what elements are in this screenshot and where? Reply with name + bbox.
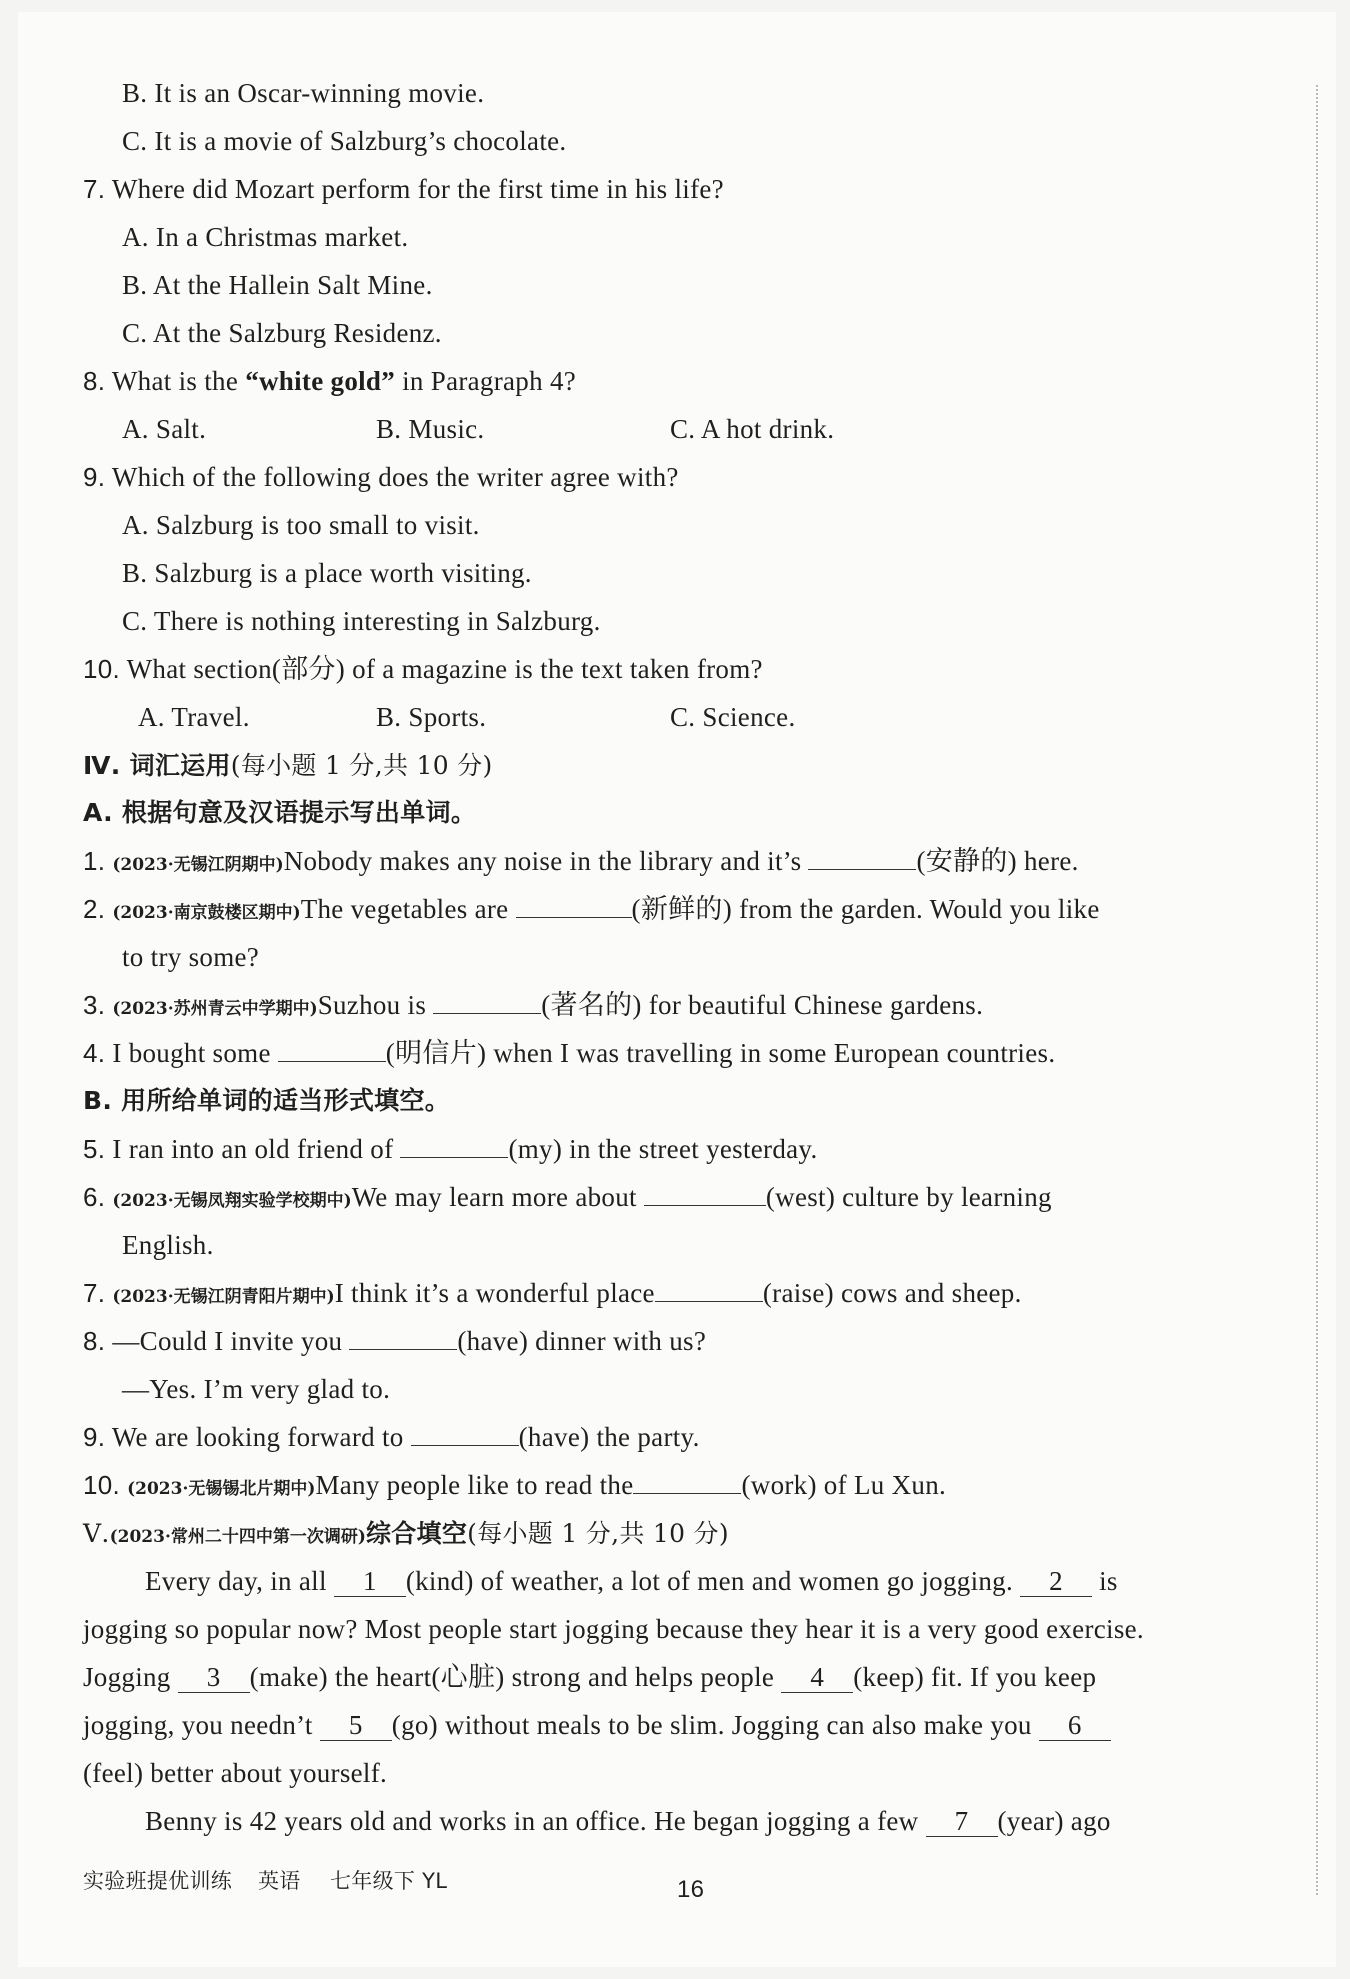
item-text: Many people like to read the xyxy=(315,1470,634,1500)
item-text: (work) of Lu Xun. xyxy=(741,1470,947,1500)
answer-blank[interactable] xyxy=(278,1035,386,1062)
q7-option-a: A. In a Christmas market. xyxy=(122,222,409,252)
q8-option-b: B. Music. xyxy=(376,414,485,444)
item-text: (have) the party. xyxy=(518,1422,700,1452)
item-number: 8. xyxy=(83,1326,106,1356)
question-8 xyxy=(83,363,576,399)
question-text: in Paragraph 4? xyxy=(395,366,577,396)
vocab-item-6-cont: English. xyxy=(122,1230,214,1260)
answer-blank[interactable] xyxy=(516,891,632,918)
answer-blank[interactable] xyxy=(644,1179,766,1206)
passage-line xyxy=(145,1803,1111,1839)
answer-blank[interactable] xyxy=(633,1467,741,1494)
q9-option-b: B. Salzburg is a place worth visiting. xyxy=(122,558,532,588)
vocab-item-8 xyxy=(83,1323,706,1359)
item-number: 10. xyxy=(83,1470,121,1500)
vocab-item-8-cont: —Yes. I’m very glad to. xyxy=(122,1374,391,1404)
item-text: (新鲜的) from the garden. Would you like xyxy=(631,894,1100,924)
question-text: What is the xyxy=(111,366,246,396)
item-text: We may learn more about xyxy=(351,1182,644,1212)
passage-text: Every day, in all xyxy=(145,1566,334,1596)
q10-option-a: A. Travel. xyxy=(138,702,250,732)
source-tag: (2023·南京鼓楼区期中) xyxy=(112,903,301,923)
passage-text: (year) ago xyxy=(997,1806,1111,1836)
q8-option-a: A. Salt. xyxy=(122,414,207,444)
item-text: (安静的) here. xyxy=(916,846,1079,876)
passage-text: Benny is 42 years old and works in an office. He began jogging a few xyxy=(145,1806,926,1836)
answer-blank[interactable] xyxy=(433,987,541,1014)
item-number: 6. xyxy=(83,1182,106,1212)
question-number: 7. xyxy=(83,174,106,204)
q8-option-c: C. A hot drink. xyxy=(670,414,835,444)
item-number: 1. xyxy=(83,846,106,876)
vocab-item-5 xyxy=(83,1131,818,1167)
vocab-item-6 xyxy=(83,1179,1052,1219)
question-7 xyxy=(83,171,724,207)
passage-text: Jogging xyxy=(83,1662,178,1692)
section-title: 综合填空 xyxy=(365,1519,468,1548)
passage-text: (keep) fit. If you keep xyxy=(853,1662,1097,1692)
answer-blank[interactable]: 3 xyxy=(178,1662,250,1693)
footer-subject: 英语 xyxy=(258,1869,301,1893)
item-number: 2. xyxy=(83,894,106,924)
item-number: 3. xyxy=(83,990,106,1020)
question-text: Where did Mozart perform for the first time in his life? xyxy=(111,174,724,204)
answer-blank[interactable] xyxy=(349,1323,457,1350)
item-text: (明信片) when I was travelling in some European countries. xyxy=(385,1038,1056,1068)
q10-option-c: C. Science. xyxy=(670,702,796,732)
passage-text: (go) without meals to be slim. Jogging can also make you xyxy=(391,1710,1039,1740)
item-text: Suzhou is xyxy=(317,990,434,1020)
question-10 xyxy=(83,651,763,687)
passage-text: (make) the heart(心脏) strong and helps people xyxy=(249,1662,782,1692)
answer-blank[interactable] xyxy=(411,1419,519,1446)
vocab-item-4 xyxy=(83,1035,1055,1071)
vocab-item-10 xyxy=(83,1467,946,1507)
passage-text: jogging, you needn’t xyxy=(83,1710,320,1740)
passage-line: jogging so popular now? Most people start jogging because they hear it is a very good exercise. xyxy=(83,1614,1144,1644)
part-a-instruction: A. 根据句意及汉语提示写出单词。 xyxy=(83,798,477,827)
source-tag: (2023·常州二十四中第一次调研) xyxy=(109,1527,366,1547)
footer-book-title: 实验班提优训练 xyxy=(83,1869,233,1893)
source-tag: (2023·无锡凤翔实验学校期中) xyxy=(112,1191,352,1211)
q9-option-a: A. Salzburg is too small to visit. xyxy=(122,510,480,540)
section-note: (每小题 1 分,共 10 分) xyxy=(467,1519,729,1548)
footer-grade: 七年级下 YL xyxy=(330,1869,448,1893)
q6-option-b: B. It is an Oscar-winning movie. xyxy=(122,78,485,108)
item-number: 5. xyxy=(83,1134,106,1164)
passage-line: (feel) better about yourself. xyxy=(83,1758,388,1788)
item-text: (my) in the street yesterday. xyxy=(508,1134,818,1164)
question-number: 8. xyxy=(83,366,106,396)
item-text: Nobody makes any noise in the library and it’s xyxy=(283,846,809,876)
item-number: 4. xyxy=(83,1038,106,1068)
vocab-item-1 xyxy=(83,843,1079,883)
item-text: I bought some xyxy=(112,1038,278,1068)
answer-blank[interactable]: 4 xyxy=(781,1662,853,1693)
source-tag: (2023·无锡江阴期中) xyxy=(112,855,284,875)
item-number: 7. xyxy=(83,1278,106,1308)
q6-option-c: C. It is a movie of Salzburg’s chocolate. xyxy=(122,126,567,156)
section-number: Ⅴ. xyxy=(83,1519,110,1548)
item-text: I think it’s a wonderful place xyxy=(334,1278,655,1308)
passage-text: (kind) of weather, a lot of men and women go jogging. xyxy=(405,1566,1021,1596)
vocab-item-3 xyxy=(83,987,983,1027)
question-text-bold: “white gold” xyxy=(245,366,396,396)
passage-line xyxy=(145,1563,1118,1599)
vocab-item-2 xyxy=(83,891,1100,931)
question-text: Which of the following does the writer agree with? xyxy=(111,462,679,492)
item-text: (have) dinner with us? xyxy=(457,1326,707,1356)
answer-blank[interactable] xyxy=(808,843,916,870)
passage-line xyxy=(83,1659,1096,1695)
q10-option-b: B. Sports. xyxy=(376,702,487,732)
vocab-item-9 xyxy=(83,1419,700,1455)
vocab-item-7 xyxy=(83,1275,1022,1315)
vocab-item-2-cont: to try some? xyxy=(122,942,260,972)
item-text: (west) culture by learning xyxy=(765,1182,1052,1212)
source-tag: (2023·无锡江阴青阳片期中) xyxy=(112,1287,335,1307)
question-9 xyxy=(83,459,679,495)
answer-blank[interactable] xyxy=(400,1131,508,1158)
question-number: 10. xyxy=(83,654,121,684)
source-tag: (2023·苏州青云中学期中) xyxy=(112,999,318,1019)
item-text: (raise) cows and sheep. xyxy=(762,1278,1022,1308)
item-text: (著名的) for beautiful Chinese gardens. xyxy=(541,990,984,1020)
passage-line xyxy=(83,1707,1111,1743)
item-text: The vegetables are xyxy=(300,894,516,924)
q7-option-c: C. At the Salzburg Residenz. xyxy=(122,318,442,348)
question-number: 9. xyxy=(83,462,106,492)
item-text: I ran into an old friend of xyxy=(112,1134,401,1164)
section-title: Ⅳ. 词汇运用 xyxy=(83,751,231,780)
answer-blank[interactable]: 1 xyxy=(334,1566,406,1597)
item-text: —Could I invite you xyxy=(112,1326,350,1356)
answer-blank[interactable]: 2 xyxy=(1020,1566,1092,1597)
answer-blank[interactable] xyxy=(655,1275,763,1302)
source-tag: (2023·无锡锡北片期中) xyxy=(127,1479,316,1499)
section-4-heading xyxy=(83,747,493,784)
q7-option-b: B. At the Hallein Salt Mine. xyxy=(122,270,433,300)
item-text: We are looking forward to xyxy=(111,1422,411,1452)
question-text: What section(部分) of a magazine is the text taken from? xyxy=(126,654,763,684)
q9-option-c: C. There is nothing interesting in Salzburg. xyxy=(122,606,601,636)
section-5-heading xyxy=(83,1515,729,1555)
item-number: 9. xyxy=(83,1422,106,1452)
answer-blank[interactable]: 6 xyxy=(1039,1710,1111,1741)
answer-blank[interactable]: 5 xyxy=(320,1710,392,1741)
page-number: 16 xyxy=(677,1876,705,1903)
answer-blank[interactable]: 7 xyxy=(926,1806,998,1837)
section-note: (每小题 1 分,共 10 分) xyxy=(230,751,493,780)
margin-dotted-line xyxy=(1316,85,1318,1895)
passage-text: is xyxy=(1092,1566,1118,1596)
part-b-instruction: B. 用所给单词的适当形式填空。 xyxy=(83,1086,451,1115)
